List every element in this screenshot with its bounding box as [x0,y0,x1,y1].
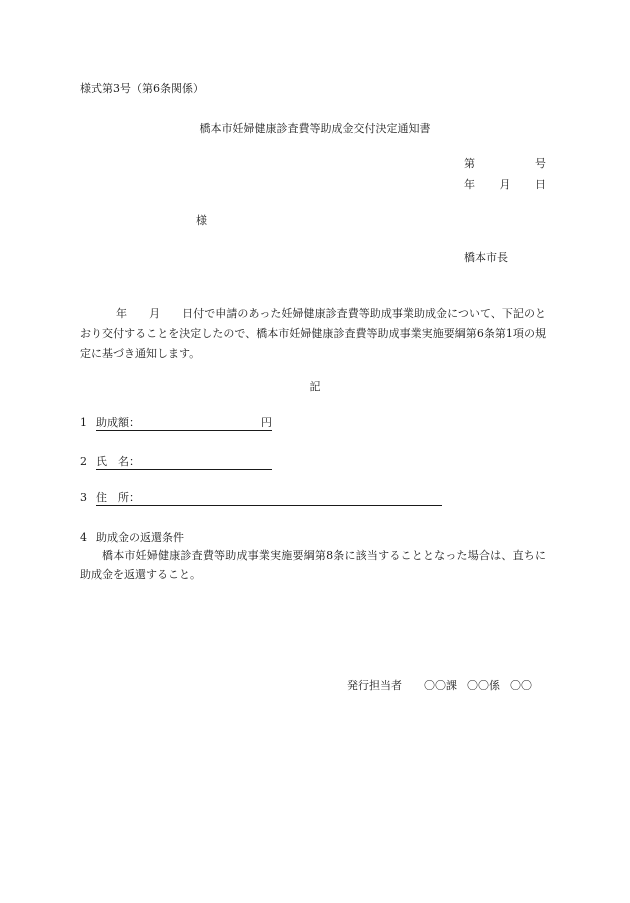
staff-unit: 〇〇係 [467,679,500,692]
item-number: 1 [80,416,87,429]
item-number: 4 [80,531,87,544]
item-name [80,455,272,470]
ki-heading: 記 [309,380,321,393]
item-number: 2 [80,455,87,468]
item-address [80,491,442,506]
issue-date-line [464,176,546,192]
doc-number-prefix: 第 [464,157,475,170]
address-label: 住 所： [96,491,140,504]
date-year: 年 [464,178,475,191]
body-text: 日付で申請のあった妊婦健康診査費等助成事業助成金について、下記のとおり交付することを決定したので、橋本市妊婦健康診査費等助成事業実施要綱第6条第1項の規定に基づき通知します。 [80,307,547,360]
date-month: 月 [499,178,511,191]
return-condition-text [80,546,546,584]
date-day: 日 [535,178,546,191]
issuer: 橋本市長 [464,251,508,264]
amount-unit: 円 [261,416,272,429]
item-number: 3 [80,491,87,504]
document-title: 橋本市妊婦健康診査費等助成金交付決定通知書 [199,122,431,135]
notification-body [80,304,546,364]
staff-section: 〇〇課 [424,679,457,692]
name-label: 氏 名： [96,455,140,468]
document-number-line [464,155,546,171]
addressee: 様 [196,214,207,227]
item-amount [80,416,272,431]
staff-label: 発行担当者 [347,679,402,692]
return-condition-body: 橋本市妊婦健康診査費等助成事業実施要綱第8条に該当することとなった場合は、直ちに助成金を返還すること。 [80,549,546,581]
doc-number-suffix: 号 [535,157,546,170]
form-number: 様式第3号（第6条関係） [80,82,204,95]
amount-label: 助成額： [96,416,140,429]
return-condition-label: 助成金の返還条件 [96,531,184,544]
amount-field [96,416,272,431]
body-month: 月 [149,307,161,320]
staff-person: 〇〇 [510,679,532,692]
address-field [96,491,442,506]
body-year: 年 [116,307,128,320]
issuing-staff [347,677,542,693]
item-return-condition [80,529,184,545]
name-field [96,455,272,470]
